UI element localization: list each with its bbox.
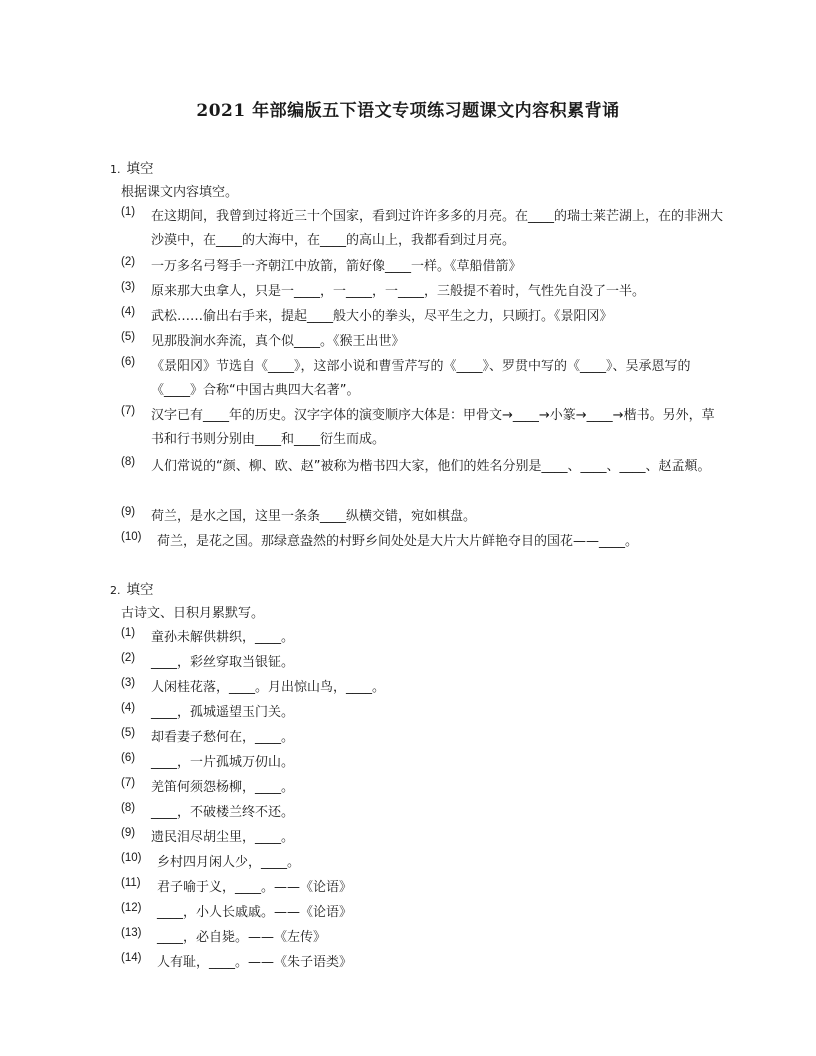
question-text: 人有耻，____。——《朱子语类》: [157, 955, 353, 970]
question-text: ____，必自毙。——《左传》: [157, 930, 327, 945]
question-text: 遗民泪尽胡尘里，____。: [151, 830, 295, 845]
question-number: (5): [121, 331, 136, 343]
question-text: 君子喻于义，____。——《论语》: [157, 880, 353, 895]
question-number: (5): [121, 727, 136, 739]
section-heading: [110, 157, 154, 177]
question-text: 童孙未解供耕织，____。: [151, 630, 295, 645]
question-text: 见那股涧水奔流，真个似____。《猴王出世》: [151, 334, 405, 349]
question-number: (9): [121, 506, 136, 518]
question-number: (10): [121, 852, 142, 864]
question-text: ____，孤城遥望玉门关。: [151, 705, 295, 720]
section-instruction: 古诗文、日积月累默写。: [121, 606, 265, 621]
question-text: ____，不破楼兰终不还。: [151, 805, 295, 820]
question-number: (8): [121, 802, 136, 814]
question-number: (2): [121, 256, 136, 268]
section-number: 1.: [110, 163, 121, 176]
question-number: (9): [121, 827, 136, 839]
question-number: (7): [121, 777, 136, 789]
question-number: (4): [121, 306, 136, 318]
question-text: 武松……偷出右手来，提起____般大小的拳头，尽平生之力，只顾打。《景阳冈》: [151, 309, 613, 324]
question-text: 人们常说的“颜、柳、欧、赵”被称为楷书四大家，他们的姓名分别是____、____、____、赵孟頫。: [151, 459, 711, 474]
section-title: 填空: [126, 582, 154, 598]
question-number: (3): [121, 281, 136, 293]
section-number: 2.: [110, 584, 121, 597]
question-number: (11): [121, 877, 141, 889]
question-number: (8): [121, 456, 136, 468]
question-text: 《景阳冈》节选自《____》，这部小说和曹雪芹写的《____》、罗贯中写的《____》、吴承恩写的《____》合称“中国古典四大名著”。: [151, 359, 691, 398]
question-text: 乡村四月闲人少，____。: [157, 855, 301, 870]
question-number: (13): [121, 927, 142, 939]
question-number: (10): [121, 531, 142, 543]
question-number: (2): [121, 652, 136, 664]
question-text: 荷兰，是花之国。那绿意盎然的村野乡间处处是大片大片鲜艳夺目的国花——____。: [157, 534, 639, 549]
question-text: ____，小人长戚戚。——《论语》: [157, 905, 353, 920]
question-text: ____，一片孤城万仞山。: [151, 755, 295, 770]
question-text: 人闲桂花落，____。月出惊山鸟，____。: [151, 680, 386, 695]
question-text: 荷兰，是水之国，这里一条条____纵横交错，宛如棋盘。: [151, 509, 477, 524]
question-text: 羌笛何须怨杨柳，____。: [151, 780, 295, 795]
question-number: (12): [121, 902, 142, 914]
question-text: 却看妻子愁何在，____。: [151, 730, 295, 745]
question-number: (1): [121, 627, 136, 639]
question-number: (6): [121, 356, 136, 368]
question-number: (1): [121, 206, 136, 218]
question-number: (6): [121, 752, 136, 764]
page-title: 2021 年部编版五下语文专项练习题课文内容积累背诵: [196, 101, 620, 121]
section-heading: [110, 578, 154, 598]
question-number: (14): [121, 952, 142, 964]
question-number: (7): [121, 405, 136, 417]
question-text: ____，彩丝穿取当银钲。: [151, 655, 295, 670]
question-text: 原来那大虫拿人，只是一____，一____，一____，三般提不着时，气性先自没了一半。: [151, 284, 646, 299]
section-instruction: 根据课文内容填空。: [121, 185, 239, 200]
question-text: 一万多名弓弩手一齐朝江中放箭，箭好像____一样。《草船借箭》: [151, 259, 522, 274]
question-text: 在这期间，我曾到过将近三十个国家，看到过许许多多的月亮。在____的瑞士莱芒湖上，在的非洲大沙漠中，在____的大海中，在____的高山上，我都看到过月亮。: [151, 209, 724, 248]
question-number: (3): [121, 677, 136, 689]
section-title: 填空: [126, 161, 154, 177]
question-text: 汉字已有____年的历史。汉字字体的演变顺序大体是：甲骨文→____→小篆→____→楷书。另外，草书和行书则分别由____和____衍生而成。: [151, 408, 715, 447]
question-number: (4): [121, 702, 136, 714]
